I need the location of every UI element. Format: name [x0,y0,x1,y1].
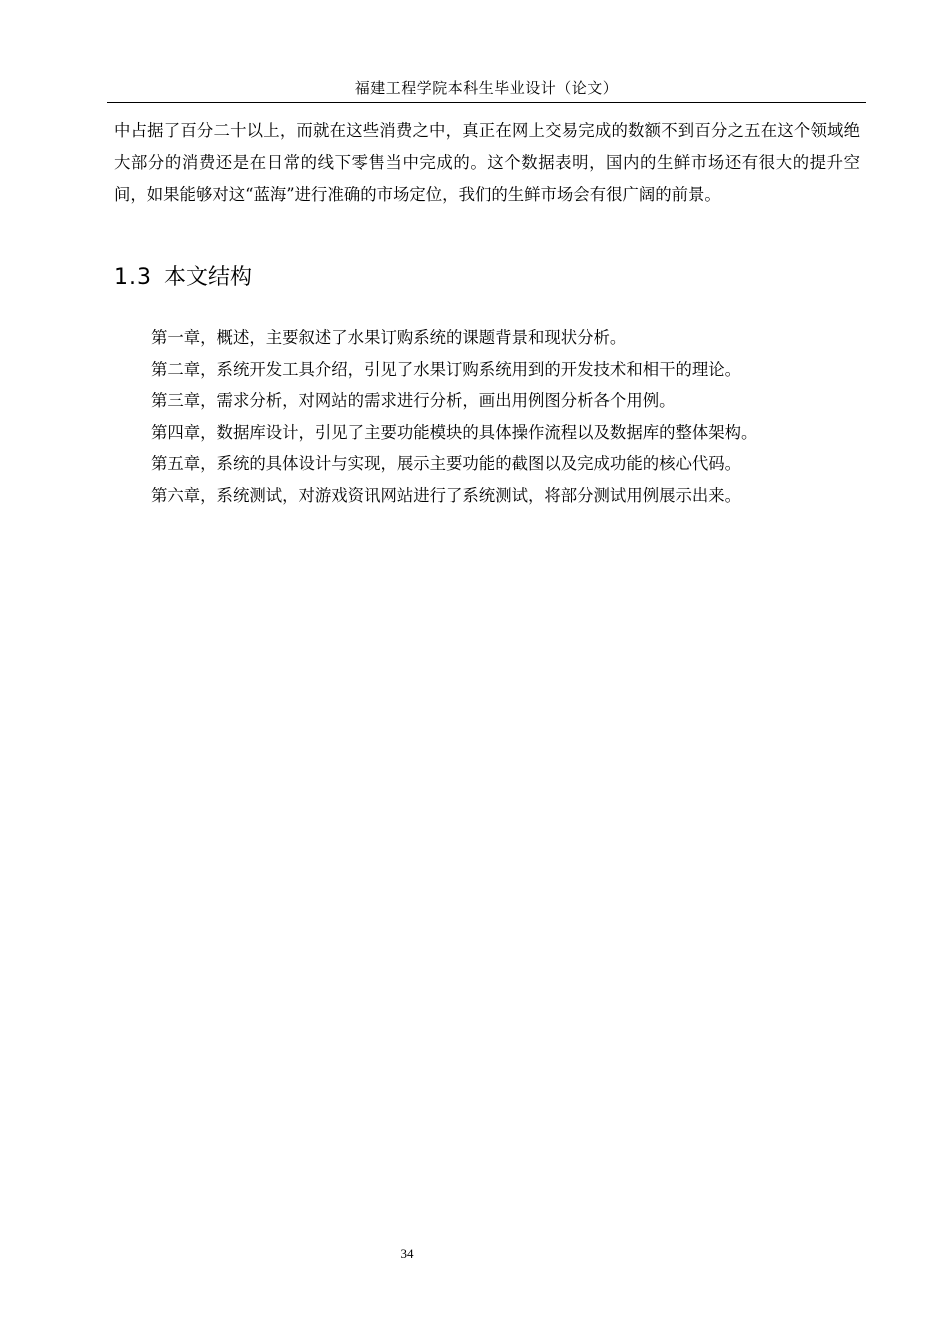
page-header: 福建工程学院本科生毕业设计（论文） [354,79,619,97]
chapter-item: 第四章，数据库设计，引见了主要功能模块的具体操作流程以及数据库的整体架构。 [151,422,758,442]
header-divider [107,102,866,103]
chapter-item: 第二章，系统开发工具介绍，引见了水果订购系统用到的开发技术和相干的理论。 [151,359,742,379]
chapter-item: 第一章，概述，主要叙述了水果订购系统的课题背景和现状分析。 [151,328,627,347]
chapter-item: 第六章，系统测试，对游戏资讯网站进行了系统测试，将部分测试用例展示出来。 [151,485,742,505]
chapter-item: 第三章，需求分析，对网站的需求进行分析，画出用例图分析各个用例。 [151,391,676,410]
chapter-list [151,322,757,511]
intro-paragraph: 中占据了百分二十以上，而就在这些消费之中，真正在网上交易完成的数额不到百分之五在这个领域绝大部分的消费还是在日常的线下零售当中完成的。这个数据表明，国内的生鲜市场还有很大的提升空间，如果能够对这“蓝海”进行准确的市场定位，我们的生鲜市场会有很广阔的前景。 [114,121,860,204]
section-heading [114,258,252,298]
chapter-item: 第五章，系统的具体设计与实现，展示主要功能的截图以及完成功能的核心代码。 [151,454,742,473]
section-number: 1.3 [114,265,152,290]
page-number: 34 [400,1246,414,1261]
section-title: 本文结构 [164,265,253,290]
